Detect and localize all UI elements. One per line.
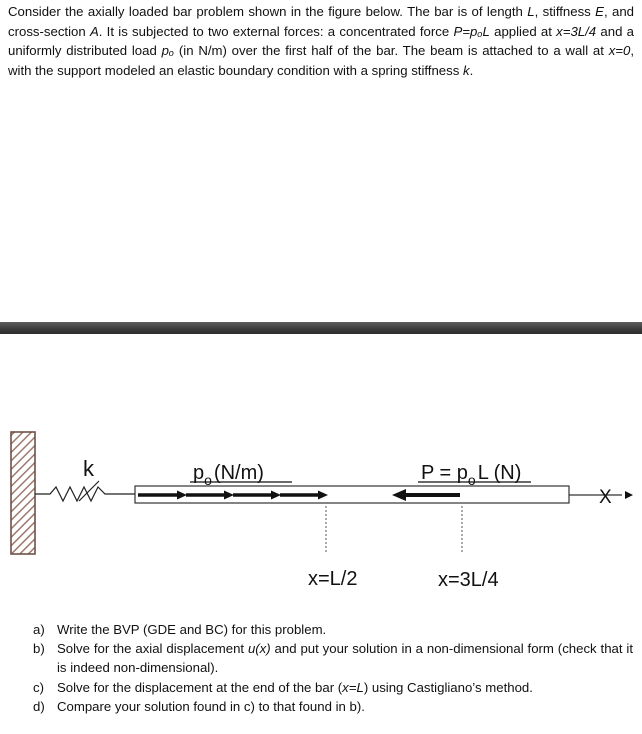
force-definition: P=pₒL xyxy=(453,23,490,39)
problem-statement: Consider the axially loaded bar problem shown in the figure below. The bar is of length L, stiffness E, and cross-section A. It is subjected to two external forces: a concentrated force P=pₒL applied at x=3L/4 and a uniformly distributed load pₒ (in N/m) over the first half of the bar. The beam is attached to a wall at x=0, with the support modeled an elastic boundary condition with a spring stiffness k. xyxy=(8,4,635,78)
three-quarter-length-label: x=3L/4 xyxy=(438,569,499,591)
bar-diagram xyxy=(0,420,642,600)
section-divider xyxy=(0,322,642,334)
question-d: d) Compare your solution found in c) to that found in b). xyxy=(33,698,365,714)
area-symbol: A xyxy=(89,23,99,39)
question-list xyxy=(33,620,633,716)
question-a: a) Write the BVP (GDE and BC) for this problem. xyxy=(33,622,327,637)
wall-support xyxy=(11,432,35,554)
distributed-load-label: $p_o$ (N/m) xyxy=(193,462,264,488)
question-b: b) Solve for the axial displacement u(x) and put your solution in a non-dimensional form (check that it is indeed non-dimensional). xyxy=(33,641,633,676)
spring xyxy=(35,487,135,501)
half-length-label: x=L/2 xyxy=(308,568,358,590)
point-load-label: $P = p_o$ L (N) xyxy=(421,462,522,488)
spring-symbol: k xyxy=(463,62,470,78)
force-location: x=3L/4 xyxy=(556,23,597,39)
spring-label: k xyxy=(83,456,94,481)
load-symbol: pₒ xyxy=(161,43,175,58)
stiffness-symbol: E xyxy=(595,4,604,19)
x-axis-label: X xyxy=(599,487,612,508)
x-axis-arrowhead xyxy=(625,491,633,499)
wall-location: x=0 xyxy=(608,43,631,58)
length-symbol: L xyxy=(527,4,535,19)
question-c: c) Solve for the displacement at the end of the bar (x=L) using Castigliano’s method. xyxy=(33,679,533,695)
